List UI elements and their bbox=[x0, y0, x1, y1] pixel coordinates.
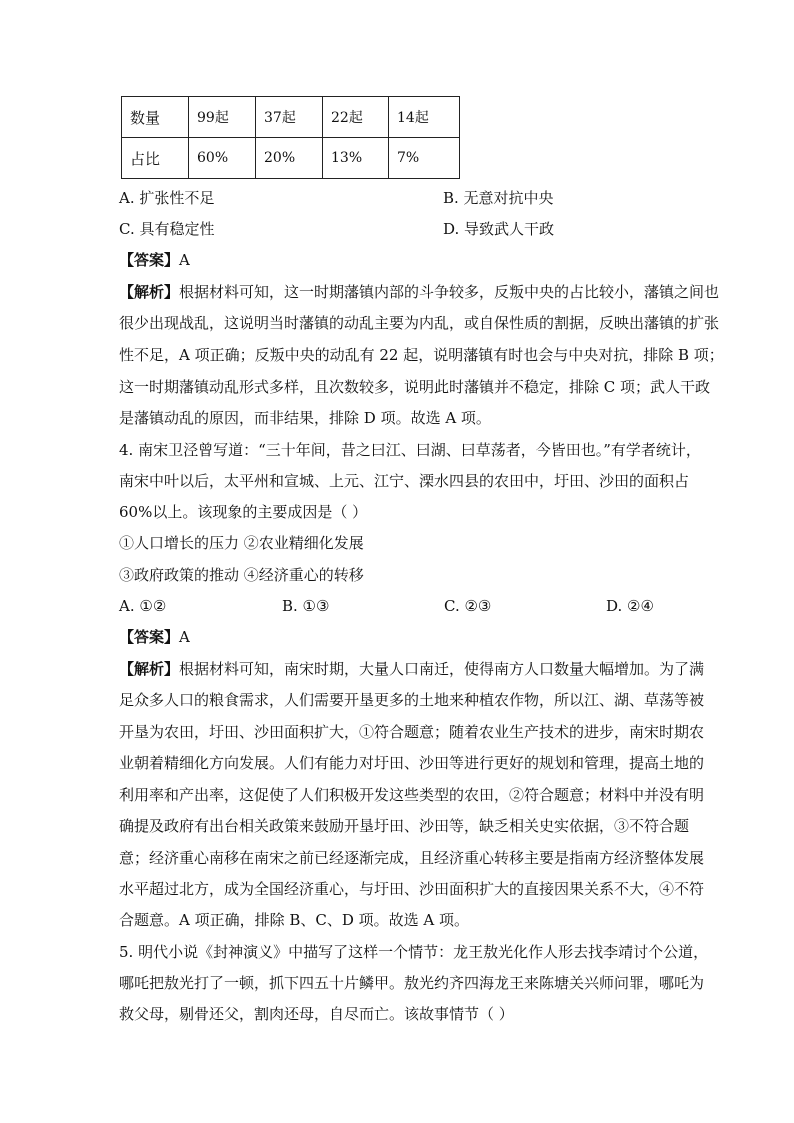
answer-value: A bbox=[179, 628, 190, 646]
table-row-label: 数量 bbox=[122, 97, 189, 138]
statistics-table bbox=[121, 96, 460, 179]
q3-analysis-line: 【解析】根据材料可知，这一时期藩镇内部的斗争较多，反叛中央的占比较小，藩镇之间也 bbox=[119, 283, 720, 301]
q3-option-a: A. 扩张性不足 bbox=[119, 189, 215, 207]
q4-stem-line: 南宋中叶以后，太平州和宣城、上元、江宁、溧水四县的农田中，圩田、沙田的面积占 bbox=[119, 472, 690, 490]
q4-analysis-line: 足众多人口的粮食需求，人们需要开垦更多的土地来种植农作物，所以江、湖、草荡等被 bbox=[119, 691, 705, 709]
table-cell: 99起 bbox=[189, 97, 256, 138]
q3-analysis-line: 性不足，A 项正确；反叛中央的动乱有 22 起，说明藩镇有时也会与中央对抗，排除 B 项； bbox=[119, 346, 724, 364]
q4-answer bbox=[119, 627, 190, 647]
table-row bbox=[122, 138, 460, 179]
q4-analysis-line: 合题意。A 项正确，排除 B、C、D 项。故选 A 项。 bbox=[119, 911, 470, 929]
analysis-tag: 【解析】 bbox=[119, 283, 180, 301]
q3-analysis-line: 是藩镇动乱的原因，而非结果，排除 D 项。故选 A 项。 bbox=[119, 409, 491, 427]
table-cell: 13% bbox=[323, 138, 389, 179]
q4-analysis-line: 业朝着精细化方向发展。人们有能力对圩田、沙田等进行更好的规划和管理，提高土地的 bbox=[119, 754, 705, 772]
table-cell: 60% bbox=[189, 138, 256, 179]
table-cell: 22起 bbox=[323, 97, 389, 138]
answer-tag: 【答案】 bbox=[119, 251, 180, 269]
q4-item-line: ③政府政策的推动 ④经济重心的转移 bbox=[119, 566, 364, 584]
q4-analysis-line: 【解析】根据材料可知，南宋时期，大量人口南迁，使得南方人口数量大幅增加。为了满 bbox=[119, 660, 705, 678]
q4-stem-line: 60%以上。该现象的主要成因是（ ） bbox=[119, 503, 368, 521]
q4-option-a: A. ①② bbox=[119, 597, 167, 615]
q4-stem-line: 4. 南宋卫泾曾写道：“三十年间，昔之曰江、曰湖、曰草荡者，今皆田也。”有学者统计， bbox=[119, 441, 701, 459]
table-row bbox=[122, 97, 460, 138]
table-cell: 7% bbox=[389, 138, 460, 179]
q3-option-d: D. 导致武人干政 bbox=[443, 220, 555, 238]
q4-item-line: ①人口增长的压力 ②农业精细化发展 bbox=[119, 534, 364, 552]
q3-option-c: C. 具有稳定性 bbox=[119, 220, 215, 238]
table-cell: 37起 bbox=[256, 97, 323, 138]
q4-option-b: B. ①③ bbox=[282, 597, 330, 615]
q3-option-b: B. 无意对抗中央 bbox=[443, 189, 554, 207]
analysis-tag: 【解析】 bbox=[119, 660, 180, 678]
q4-analysis-line: 开垦为农田，圩田、沙田面积扩大，①符合题意；随着农业生产技术的进步，南宋时期农 bbox=[119, 723, 705, 741]
q5-stem-line: 哪吒把敖光打了一顿，抓下四五十片鳞甲。敖光约齐四海龙王来陈塘关兴师问罪，哪吒为 bbox=[119, 974, 705, 992]
q4-analysis-line: 意；经济重心南移在南宋之前已经逐渐完成，且经济重心转移主要是指南方经济整体发展 bbox=[119, 849, 705, 867]
q4-analysis-line: 确提及政府有出台相关政策来鼓励开垦圩田、沙田等，缺乏相关史实依据，③不符合题 bbox=[119, 817, 690, 835]
q5-stem-line: 救父母，剔骨还父，割肉还母，自尽而亡。该故事情节（ ） bbox=[119, 1005, 514, 1023]
q3-answer bbox=[119, 250, 190, 270]
q5-stem-line: 5. 明代小说《封神演义》中描写了这样一个情节：龙王敖光化作人形去找李靖讨个公道， bbox=[119, 943, 709, 961]
answer-tag: 【答案】 bbox=[119, 628, 180, 646]
table-cell: 20% bbox=[256, 138, 323, 179]
q4-option-c: C. ②③ bbox=[444, 597, 492, 615]
q3-analysis-line: 这一时期藩镇动乱形式多样，且次数较多，说明此时藩镇并不稳定，排除 C 项；武人干政 bbox=[119, 378, 711, 396]
q4-option-d: D. ②④ bbox=[606, 597, 654, 615]
q4-analysis-line: 利用率和产出率，这促使了人们积极开发这些类型的农田，②符合题意；材料中并没有明 bbox=[119, 786, 705, 804]
answer-value: A bbox=[179, 251, 190, 269]
q3-analysis-line: 很少出现战乱，这说明当时藩镇的动乱主要为内乱，或自保性质的割据，反映出藩镇的扩张 bbox=[119, 314, 720, 332]
table-cell: 14起 bbox=[389, 97, 460, 138]
table-row-label: 占比 bbox=[122, 138, 189, 179]
q4-analysis-line: 水平超过北方，成为全国经济重心，与圩田、沙田面积扩大的直接因果关系不大，④不符 bbox=[119, 880, 705, 898]
